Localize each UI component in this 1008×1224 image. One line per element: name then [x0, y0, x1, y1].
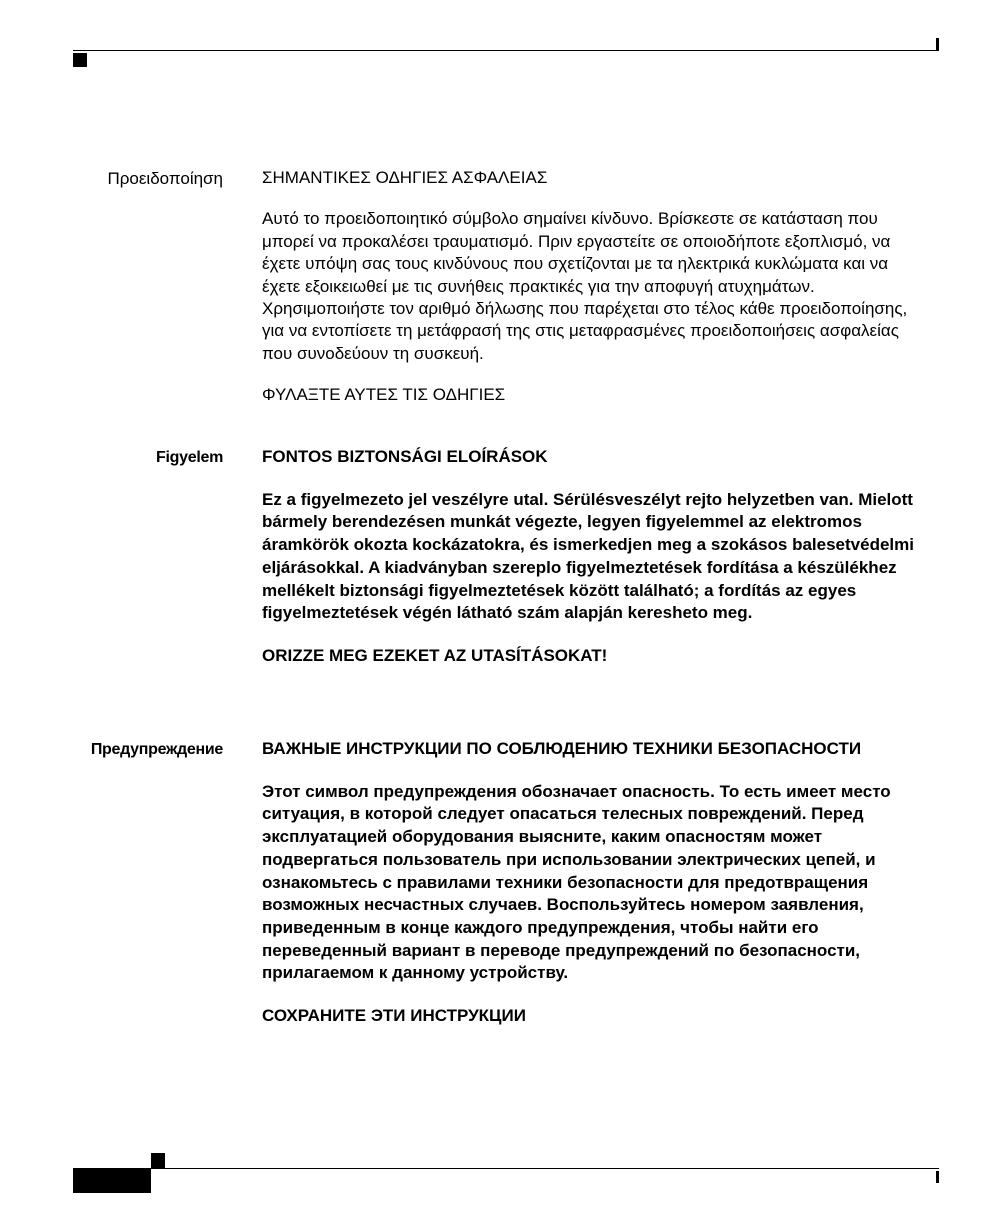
warning-body: [262, 446, 930, 688]
footer-rule: [73, 1168, 939, 1169]
header-square-marker: [73, 53, 87, 67]
warning-closing: ORIZZE MEG EZEKET AZ UTASÍTÁSOKAT!: [262, 645, 608, 665]
warning-title: FONTOS BIZTONSÁGI ELOÍRÁSOK: [262, 447, 548, 466]
footer-square-marker: [151, 1153, 165, 1168]
warning-label: Figyelem: [156, 449, 223, 466]
warning-closing: ΦΥΛΑΞΤΕ ΑΥΤΕΣ ΤΙΣ ΟΔΗΓΙΕΣ: [262, 385, 506, 405]
warning-text: Этот символ предупреждения обозначает опасность. То есть имеет место ситуация, в которой следует опасаться телесных повреждений. Перед эксплуатацией оборудования выясните, каким опасностям может подвергаться пользователь при использовании электрических цепей, и ознакомьтесь с правилами техники безопасности для предотвращения возможных несчастных случаев. Воспользуйтесь номером заявления, приведенным в конце каждого предупреждения, чтобы найти его переведенный вариант в переводе предупреждений по безопасности, прилагаемом к данному устройству.: [262, 781, 891, 983]
warning-body: [262, 738, 930, 1048]
footer-page-tab: [73, 1168, 151, 1193]
footer-tick-mark: [936, 1171, 939, 1183]
warning-label: Προειδοποίηση: [107, 169, 223, 188]
warning-label: Предупреждение: [90, 741, 223, 758]
warning-text: Ez a figyelmezeto jel veszélyre utal. Sérülésveszélyt rejto helyzetben van. Mielott bármely berendezésen munkát végezte, legyen figyelemmel az elektromos áramkörök okozta kockázatokra, és ismerkedjen meg a szokásos balesetvédelmi eljárásokkal. A kiadványban szereplo figyelmeztetések fordítása a készülékhez mellékelt biztonsági figyelmeztetések között található; a fordítás az egyes figyelmeztetések végén látható szám alapján keresheto meg.: [262, 489, 914, 623]
warning-body: [262, 167, 930, 426]
warning-text: Αυτό το προειδοποιητικό σύμβολο σημαίνει κίνδυνο. Βρίσκεστε σε κατάσταση που μπορεί να προκαλέσει τραυματισμό. Πριν εργαστείτε σε οποιοδήποτε εξοπλισμό, να έχετε υπόψη σας τους κινδύνους που σχετίζονται με τα ηλεκτρικά κυκλώματα και να έχετε εξοικειωθεί με τις συνήθεις πρακτικές για την αποφυγή ατυχημάτων. Χρησιμοποιήστε τον αριθμό δήλωσης που παρέχεται στο τέλος κάθε προειδοποίησης, για να εντοπίσετε τη μετάφρασή της στις μεταφρασμένες προειδοποιήσεις ασφαλείας που συνοδεύουν τη συσκευή.: [262, 209, 908, 363]
header-tick-mark: [936, 38, 939, 51]
header-rule: [73, 50, 939, 51]
warning-title: ВАЖНЫЕ ИНСТРУКЦИИ ПО СОБЛЮДЕНИЮ ТЕХНИКИ БЕЗОПАСНОСТИ: [262, 739, 862, 758]
warning-closing: СОХРАНИТЕ ЭТИ ИНСТРУКЦИИ: [262, 1006, 526, 1026]
warning-title: ΣΗΜΑΝΤΙΚΕΣ ΟΔΗΓΙΕΣ ΑΣΦΑΛΕΙΑΣ: [262, 168, 548, 187]
